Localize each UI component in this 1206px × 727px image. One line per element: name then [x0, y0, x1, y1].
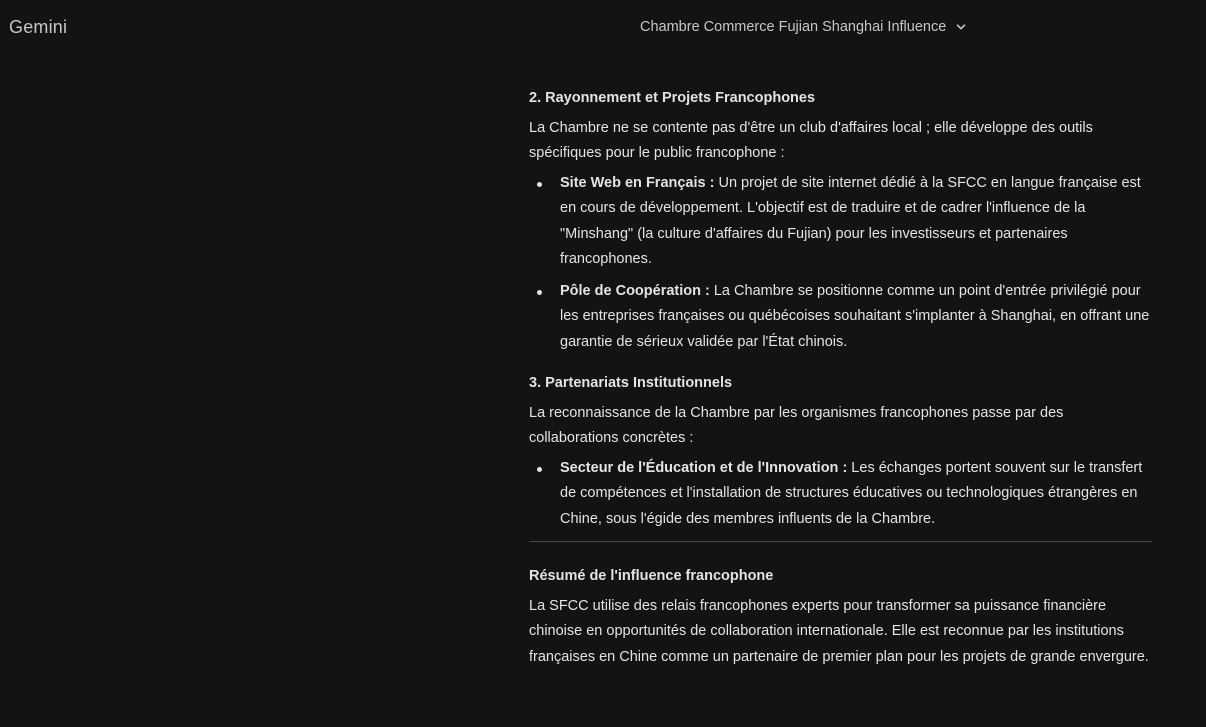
bullet-list — [529, 171, 1153, 356]
list-item — [560, 171, 1153, 273]
section-heading: 3. Partenariats Institutionnels — [529, 375, 733, 391]
list-item-term: Pôle de Coopération : — [560, 282, 710, 299]
section-intro: La reconnaissance de la Chambre par les organismes francophones passe par des collaborations concrètes : — [529, 404, 1064, 446]
list-item-text: Un projet de site internet dédié à la SFCC en langue française est en cours de développement. L'objectif est de traduire et de cadrer l'influence de la "Minshang" (la culture d'affaires du Fujian) pour les investisseurs et partenaires francophones. — [560, 174, 1141, 267]
bullet-list — [529, 456, 1153, 533]
divider — [529, 541, 1152, 542]
list-item-text: Les échanges portent souvent sur le transfert de compétences et l'installation de structures éducatives ou technologiques étrangères en Chine, sous l'égide des membres influents de la Chambre. — [560, 459, 1143, 527]
section-heading: Résumé de l'influence francophone — [529, 568, 774, 584]
list-item-text: La Chambre se positionne comme un point d'entrée privilégié pour les entreprises françaises ou québécoises souhaitant s'implanter à Shanghai, en offrant une garantie de sérieux validée par l'État chinois. — [560, 282, 1150, 350]
list-item-term: Secteur de l'Éducation et de l'Innovation : — [560, 459, 848, 476]
brand-logo[interactable]: Gemini — [9, 17, 68, 37]
section-partenariats — [529, 371, 1153, 532]
list-item-term: Site Web en Français : — [560, 174, 715, 191]
section-intro: La Chambre ne se contente pas d'être un club d'affaires local ; elle développe des outils spécifiques pour le public francophone : — [529, 119, 1093, 161]
section-summary — [529, 564, 1153, 670]
list-item — [560, 456, 1153, 533]
chevron-down-icon[interactable] — [955, 21, 967, 33]
conversation-title[interactable]: Chambre Commerce Fujian Shanghai Influence — [640, 19, 947, 35]
section-rayonnement — [529, 86, 1153, 355]
section-heading: 2. Rayonnement et Projets Francophones — [529, 90, 816, 106]
response-content — [529, 86, 1153, 674]
summary-text: La SFCC utilise des relais francophones experts pour transformer sa puissance financière chinoise en opportunités de collaboration internationale. Elle est reconnue par les institutions françaises en Chine comme un partenaire de premier plan pour les projets de grande envergure. — [529, 597, 1149, 665]
conversation-title-dropdown[interactable] — [640, 19, 967, 35]
list-item — [560, 279, 1153, 356]
